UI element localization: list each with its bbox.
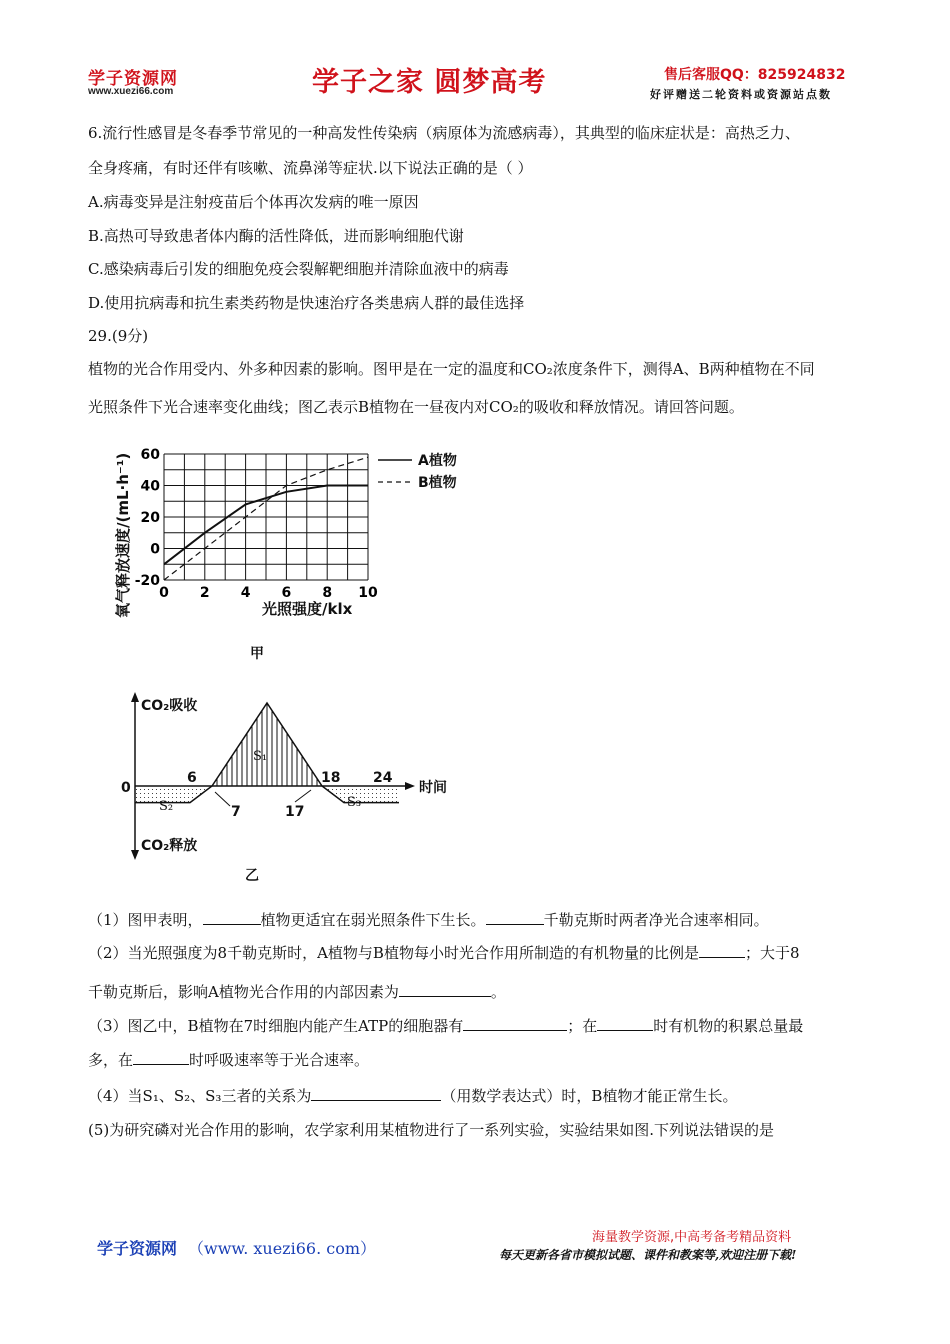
x-tick-label: 6 [281,585,292,601]
legend-label-b: B植物 [418,475,457,491]
q6-option-a: A.病毒变异是注射疫苗后个体再次发病的唯一原因 [88,193,419,211]
answer-blank-4[interactable] [399,982,491,997]
footer-slogan: 海量教学资源,中高考备考精品资料 [592,1230,792,1245]
figure-caption-yi: 乙 [245,868,259,884]
q29-part3-line1: （3）图乙中，B植物在7时细胞内能产生ATP的细胞器有 ；在 时有机物的积累总量最 [88,1017,804,1035]
region-label-s3: S₃ [347,795,362,810]
q29-intro-line2: 光照条件下光合速率变化曲线；图乙表示B植物在一昼夜内对CO₂的吸收和释放情况。请回答问题。 [88,398,744,416]
q6-option-d: D.使用抗病毒和抗生素类药物是快速治疗各类患病人群的最佳选择 [88,294,525,312]
time-label-18: 18 [321,770,341,786]
x-tick-label: 0 [159,585,169,601]
y-axis-arrow-down [131,850,139,860]
q29-intro-line1: 植物的光合作用受内、外多种因素的影响。图甲是在一定的温度和CO₂浓度条件下，测得A、B两种植物在不同 [88,360,815,378]
pointer-17 [295,790,311,802]
x-tick-label: 8 [322,585,333,601]
service-qq: 售后客服QQ：825924832 [664,67,846,83]
time-label-17: 17 [285,804,305,820]
region-label-s2: S₂ [159,799,174,814]
figure-caption-jia: 甲 [250,646,264,662]
label-co2-absorb: CO₂吸收 [141,698,198,714]
jia-grid [164,454,368,580]
figure-yi-chart [115,688,465,888]
answer-blank-2[interactable] [486,910,544,925]
x-tick-label: 2 [199,585,210,601]
review-note: 好评赠送二轮资料或资源站点数 [650,88,832,101]
y-tick-label: 20 [140,510,160,526]
label-origin: 0 [121,780,131,796]
q29-part4: （4）当S₁、S₂、S₃三者的关系为 （用数学表达式）时，B植物才能正常生长。 [88,1087,738,1105]
y-axis-label: 氧气释放速度/(mL·h⁻¹) [114,452,132,618]
label-time: 时间 [419,780,447,796]
answer-blank-7[interactable] [133,1050,189,1065]
q6-option-b: B.高热可导致患者体内酶的活性降低，进而影响细胞代谢 [88,227,464,245]
answer-blank-1[interactable] [203,910,261,925]
x-axis-label: 光照强度/klx [262,600,353,618]
y-tick-label: 0 [150,541,160,558]
answer-blank-8[interactable] [311,1086,441,1101]
region-label-s1: S₁ [253,749,268,764]
q29-part5: (5)为研究磷对光合作用的影响，农学家利用某植物进行了一系列实验，实验结果如图.下列说法错误的是 [88,1121,775,1139]
footer-update-note: 每天更新各省市模拟试题、课件和教案等,欢迎注册下载! [499,1248,797,1262]
y-tick-label: -20 [134,573,160,589]
time-label-24: 24 [373,770,393,786]
x-axis-arrow [405,782,415,790]
q6-stem-line2: 全身疼痛，有时还伴有咳嗽、流鼻涕等症状.以下说法正确的是（ ） [88,159,533,177]
q29-part2-line2: 千勒克斯后，影响A植物光合作用的内部因素为 。 [88,983,506,1001]
footer-url[interactable]: （www. xuezi66. com） [188,1239,377,1258]
q29-part3-line2: 多，在 时呼吸速率等于光合速率。 [88,1051,370,1069]
x-tick-label: 4 [240,585,251,601]
pointer-7 [215,792,230,806]
q6-option-c: C.感染病毒后引发的细胞免疫会裂解靶细胞并清除血液中的病毒 [88,260,509,278]
figure-jia-chart [100,440,480,670]
label-co2-release: CO₂释放 [141,838,198,854]
q29-part2-line1: （2）当光照强度为8千勒克斯时，A植物与B植物每小时光合作用所制造的有机物量的比例是 ；大于8 [88,944,800,962]
answer-blank-3[interactable] [699,943,745,958]
answer-blank-6[interactable] [597,1016,653,1031]
x-tick-label: 10 [358,585,378,601]
legend-label-a: A植物 [418,453,457,469]
answer-blank-5[interactable] [463,1016,567,1031]
q29-part1: （1）图甲表明， 植物更适宜在弱光照条件下生长。 千勒克斯时两者净光合速率相同。 [88,911,769,929]
time-label-6: 6 [187,770,197,786]
site-logo[interactable]: 学子资源网 [88,69,178,89]
time-label-7: 7 [231,804,241,820]
region-s1 [212,703,322,786]
y-axis-arrow-up [131,692,139,702]
site-url[interactable]: www.xuezi66.com [88,86,174,97]
footer-logo[interactable]: 学子资源网 [97,1239,178,1258]
q6-stem-line1: 6.流行性感冒是冬春季节常见的一种高发性传染病（病原体为流感病毒），其典型的临床症状是：高热乏力、 [88,124,800,142]
banner-title: 学子之家 圆梦高考 [312,67,547,98]
q29-heading: 29.(9分) [88,327,149,345]
y-tick-label: 40 [140,478,160,495]
y-tick-label: 60 [140,447,160,463]
